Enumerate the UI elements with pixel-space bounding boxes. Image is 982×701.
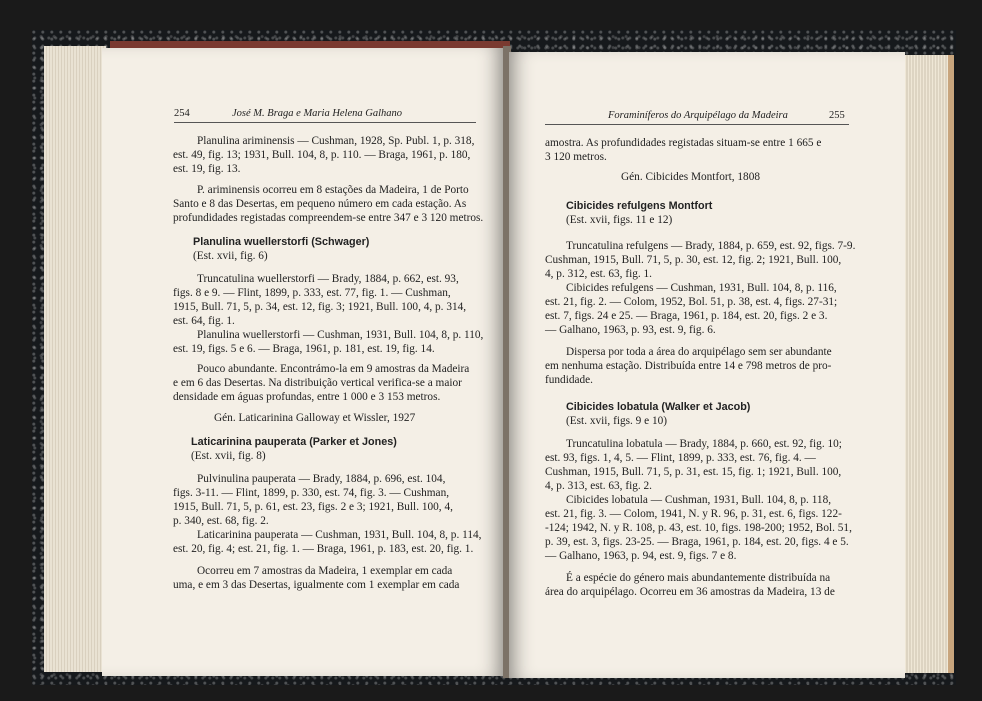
page-number: 255 <box>829 110 845 121</box>
text-line: área do arquipélago. Ocorreu em 36 amostras da Madeira, 13 de <box>545 586 835 598</box>
page-edges-right <box>900 55 954 673</box>
text-line: Dispersa por toda a área do arquipélago sem ser abundante <box>566 346 832 358</box>
text-line: p. 39, est. 3, figs. 23-25. — Braga, 1961, p. 184, est. 20, figs. 4 e 5. <box>545 536 849 548</box>
text-line: Cushman, 1915, Bull. 71, 5, p. 31, est. 15, fig. 1; 1921, Bull. 100, <box>545 466 842 478</box>
text-line: densidade em águas profundas, entre 1 000 e 3 153 metros. <box>173 391 441 403</box>
text-line: est. 21, fig. 2. — Colom, 1952, Bol. 51, p. 38, est. 4, figs. 27-31; <box>545 296 838 308</box>
species-heading: Cibicides refulgens Montfort <box>566 200 713 212</box>
text-line: P. ariminensis ocorreu em 8 estações da Madeira, 1 de Porto <box>197 184 469 196</box>
right-page <box>509 52 905 678</box>
text-line: Truncatulina wuellerstorfi — Brady, 1884, p. 662, est. 93, <box>197 273 459 285</box>
species-heading: Laticarinina pauperata (Parker et Jones) <box>191 436 397 448</box>
text-line: 1915, Bull. 71, 5, p. 34, est. 12, fig. 3; 1921, Bull. 100, 4, p. 314, <box>173 301 467 313</box>
page-number: 254 <box>174 108 190 119</box>
text-line: Planulina wuellerstorfi — Cushman, 1931, Bull. 104, 8, p. 110, <box>197 329 484 341</box>
text-line: Cibicides refulgens — Cushman, 1931, Bull. 104, 8, p. 116, <box>566 282 837 294</box>
text-line: — Galhano, 1963, p. 93, est. 9, fig. 6. <box>545 324 716 336</box>
text-line: est. 19, figs. 5 e 6. — Braga, 1961, p. 181, est. 19, fig. 14. <box>173 343 435 355</box>
header-rule <box>545 124 849 125</box>
text-line: em nenhuma estação. Distribuída entre 14 e 798 metros de pro- <box>545 360 832 372</box>
text-line: amostra. As profundidades registadas situam-se entre 1 665 e <box>545 137 822 149</box>
header-rule <box>174 122 476 123</box>
text-line: est. 64, fig. 1. <box>173 315 235 327</box>
text-line: p. 340, est. 68, fig. 2. <box>173 515 269 527</box>
text-line: Santo e 8 das Desertas, em pequeno número em cada estação. As <box>173 198 467 210</box>
text-line: Pouco abundante. Encontrámo-la em 9 amostras da Madeira <box>197 363 470 375</box>
text-line: Truncatulina refulgens — Brady, 1884, p. 659, est. 92, figs. 7-9. <box>566 240 856 252</box>
plate-reference: (Est. xvii, figs. 11 e 12) <box>566 214 673 226</box>
text-line: figs. 8 e 9. — Flint, 1899, p. 333, est. 77, fig. 1. — Cushman, <box>173 287 451 299</box>
running-head: José M. Braga e Maria Helena Galhano <box>232 108 403 119</box>
text-line: — Galhano, 1963, p. 94, est. 9, figs. 7 e 8. <box>545 550 737 562</box>
text-line: 4, p. 313, est. 63, fig. 2. <box>545 480 653 492</box>
text-line: fundidade. <box>545 374 593 386</box>
text-line: profundidades registadas compreendem-se entre 347 e 3 120 metros. <box>173 212 484 224</box>
text-line: Cibicides lobatula — Cushman, 1931, Bull. 104, 8, p. 118, <box>566 494 832 506</box>
text-line: est. 21, fig. 3. — Colom, 1941, N. y R. 96, p. 31, est. 6, figs. 122- <box>545 508 842 520</box>
text-line: 3 120 metros. <box>545 151 607 163</box>
text-line: 4, p. 312, est. 63, fig. 1. <box>545 268 653 280</box>
running-head: Foraminíferos do Arquipélago da Madeira <box>608 110 788 121</box>
text-line: est. 19, fig. 13. <box>173 163 241 175</box>
text-line: est. 93, figs. 1, 4, 5. — Flint, 1899, p. 333, est. 76, fig. 4. — <box>545 452 816 464</box>
text-line: e em 6 das Desertas. Na distribuição vertical verifica-se a maior <box>173 377 462 389</box>
text-line: Planulina ariminensis — Cushman, 1928, Sp. Publ. 1, p. 318, <box>197 135 475 147</box>
text-line: 1915, Bull. 71, 5, p. 61, est. 23, figs. 2 e 3; 1921, Bull. 100, 4, <box>173 501 453 513</box>
text-line: Laticarinina pauperata — Cushman, 1931, Bull. 104, 8, p. 114, <box>197 529 482 541</box>
text-line: uma, e em 3 das Desertas, igualmente com 1 exemplar em cada <box>173 579 460 591</box>
text-line: est. 20, fig. 4; est. 21, fig. 1. — Braga, 1961, p. 183, est. 20, fig. 1. <box>173 543 474 555</box>
genus-heading: Gén. Cibicides Montfort, 1808 <box>621 171 760 183</box>
text-line: Ocorreu em 7 amostras da Madeira, 1 exemplar em cada <box>197 565 453 577</box>
text-line: -124; 1942, N. y R. 108, p. 43, est. 10, figs. 198-200; 1952, Bol. 51, <box>545 522 852 534</box>
plate-reference: (Est. xvii, fig. 8) <box>191 450 266 462</box>
plate-reference: (Est. xvii, figs. 9 e 10) <box>566 415 668 427</box>
text-line: est. 7, figs. 24 e 25. — Braga, 1961, p. 184, est. 20, figs. 2 e 3. <box>545 310 828 322</box>
text-line: É a espécie do género mais abundantemente distribuída na <box>566 572 831 584</box>
species-heading: Planulina wuellerstorfi (Schwager) <box>193 236 370 248</box>
species-heading: Cibicides lobatula (Walker et Jacob) <box>566 401 751 413</box>
text-line: est. 49, fig. 13; 1931, Bull. 104, 8, p. 110. — Braga, 1961, p. 180, <box>173 149 471 161</box>
genus-heading: Gén. Laticarinina Galloway et Wissler, 1927 <box>214 412 416 424</box>
text-line: figs. 3-11. — Flint, 1899, p. 330, est. 74, fig. 3. — Cushman, <box>173 487 450 499</box>
text-line: Pulvinulina pauperata — Brady, 1884, p. 696, est. 104, <box>197 473 446 485</box>
plate-reference: (Est. xvii, fig. 6) <box>193 250 268 262</box>
text-line: Cushman, 1915, Bull. 71, 5, p. 30, est. 12, fig. 2; 1921, Bull. 100, <box>545 254 842 266</box>
left-page <box>102 48 505 676</box>
text-line: Truncatulina lobatula — Brady, 1884, p. 660, est. 92, fig. 10; <box>566 438 842 450</box>
page-edges-left <box>44 46 106 672</box>
